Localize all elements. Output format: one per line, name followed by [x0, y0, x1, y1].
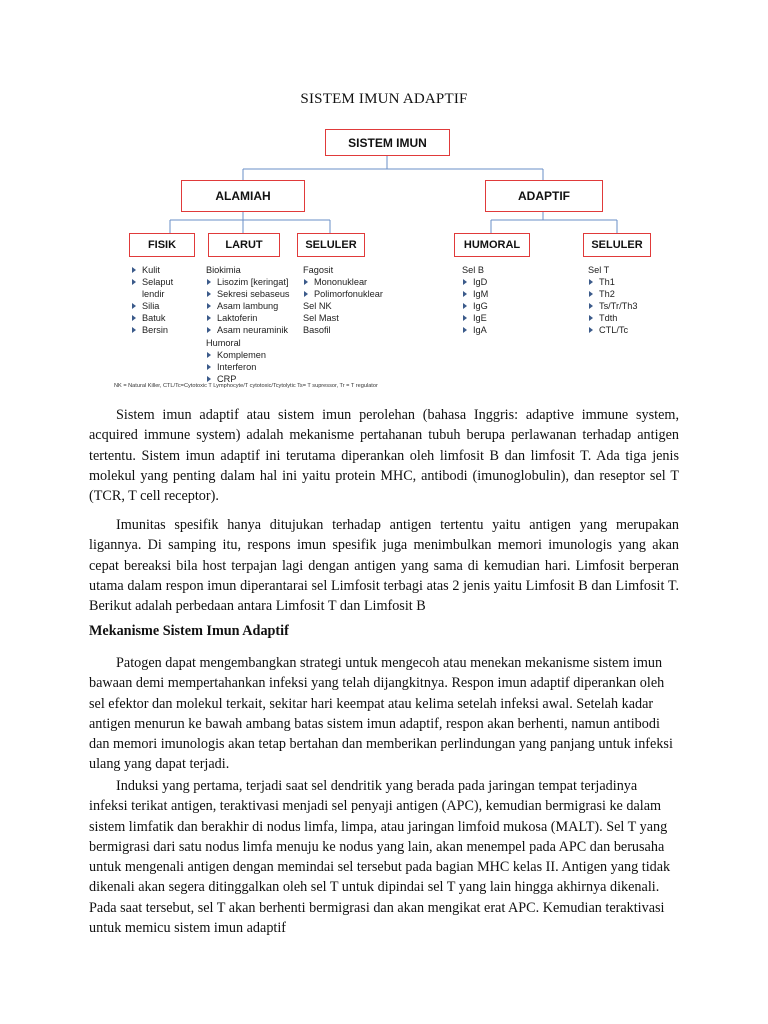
fisik-box: FISIK — [129, 233, 195, 257]
list-item: Kulit — [131, 264, 173, 276]
list-item: Polimorfonuklear — [303, 288, 383, 300]
list-item: CTL/Tc — [588, 324, 637, 336]
section-heading: Mekanisme Sistem Imun Adaptif — [89, 623, 289, 639]
list-item: Silia — [131, 300, 173, 312]
list-item: IgG — [462, 300, 488, 312]
list-heading: Sel NK — [303, 301, 332, 312]
paragraph-1: Sistem imun adaptif atau sistem imun perolehan (bahasa Inggris: adaptive immune system, acquired immune system) adalah mekanisme pertahanan tubuh berupa perlawanan terhadap antigen tertentu. Sistem imun adaptif ini terutama diperankan oleh limfosit B dan limfosit T. Ada tiga jenis molekul yang penting dalam hal ini yaitu protein MHC, antibodi (imunoglobulin), dan reseptor sel T (TCR, T cell receptor). — [89, 407, 679, 505]
list-item: IgE — [462, 312, 488, 324]
list-item: Laktoferin — [206, 312, 290, 324]
list-item: CRP — [206, 373, 290, 385]
list-item: Mononuklear — [303, 276, 383, 288]
seluler-adaptive-box: SELULER — [583, 233, 651, 257]
humoral-list — [462, 264, 488, 337]
adaptif-box: ADAPTIF — [485, 180, 603, 212]
paragraph-4: Induksi yang pertama, terjadi saat sel dendritik yang berada pada jaringan tempat terjadinya infeksi terikat antigen, teraktivasi menjadi sel penyaji antigen (APC), kemudian bermigrasi ke dalam sistem limfatik dan berakhir di nodus limfa, limpa, atau jaringan limfoid mukosa (MALT). Sel T yang bermigrasi dari satu nodus limfa menuju ke nodus yang lain, akan menempel pada APC dan berusaha untuk mengenali antigen dengan memindai sel tersebut pada bagian MHC kelas II. Antigen yang tidak dikenali akan segera ditinggalkan oleh sel T untuk dipindai sel T yang lain hingga akhirnya dikenali. Pada saat tersebut, sel T akan berhenti bermigrasi dan akan mengikat erat APC. Kemudian teraktivasi untuk memicu sistem imun adaptif — [89, 778, 671, 937]
root-box: SISTEM IMUN — [325, 129, 450, 156]
diagram-connectors — [0, 0, 768, 400]
list-heading: Humoral — [206, 337, 241, 348]
paragraph-3: Patogen dapat mengembangkan strategi untuk mengecoh atau menekan mekanisme sistem imun bawaan demi mempertahankan infeksi yang telah dijangkitnya. Respon imun adaptif diperankan oleh sel efektor dan molekul terkait, sekitar hari keempat atau kelima setelah infeksi awal. Setelah kadar antigen menurun ke bawah ambang batas sistem imun adaptif, respon akan berhenti, namun antibodi dan memori imunologis akan tetap bertahan dan memberikan perlindungan yang panjang untuk infeksi ulang yang dapat terjadi. — [89, 655, 673, 773]
list-item: Asam neuraminik — [206, 324, 290, 336]
humoral-box: HUMORAL — [454, 233, 530, 257]
list-item: Bersin — [131, 324, 173, 336]
alamiah-box: ALAMIAH — [181, 180, 305, 212]
list-item: Batuk — [131, 312, 173, 324]
list-item: Lisozim [keringat] — [206, 276, 290, 288]
seluler-innate-box: SELULER — [297, 233, 365, 257]
list-heading: Sel B — [462, 265, 484, 275]
list-heading: Sel Mast — [303, 313, 339, 324]
larut-box: LARUT — [208, 233, 280, 257]
immune-system-diagram — [0, 0, 768, 400]
list-item: Sekresi sebaseus — [206, 288, 290, 300]
seluler-adaptive-list — [588, 264, 637, 337]
list-item-continued: lendir — [142, 289, 165, 300]
list-heading: Fagosit — [303, 265, 334, 275]
seluler-innate-list — [303, 264, 383, 337]
list-item: IgD — [462, 276, 488, 288]
list-item: Th2 — [588, 288, 637, 300]
list-item: Asam lambung — [206, 300, 290, 312]
list-item: Komplemen — [206, 349, 290, 361]
list-heading: Biokimia — [206, 265, 241, 275]
larut-list — [206, 264, 290, 385]
list-item: Selaput — [131, 276, 173, 288]
list-item: Tdth — [588, 312, 637, 324]
list-heading: Sel T — [588, 265, 610, 275]
list-item: IgA — [462, 324, 488, 336]
list-item: Ts/Tr/Th3 — [588, 300, 637, 312]
list-heading: Basofil — [303, 325, 331, 336]
page-title: SISTEM IMUN ADAPTIF — [300, 91, 468, 107]
list-item: Interferon — [206, 361, 290, 373]
abbreviation-note: NK = Natural Killer, CTL/Tc=Cytotoxic T Lymphocyte/T cytotoxic/Tcytolytic Ts= T supressor, Tr = T regulator — [114, 383, 378, 389]
list-item: Th1 — [588, 276, 637, 288]
fisik-list — [131, 264, 173, 337]
paragraph-2: Imunitas spesifik hanya ditujukan terhadap antigen tertentu yaitu antigen yang merupakan ligannya. Di samping itu, respons imun spesifik juga menimbulkan memori imunologis yang akan cepat bereaksi bila host terpajan lagi dengan antigen yang sama di kemudian hari. Limfosit berperan utama dalam respon imun diperantarai sel Limfosit terbagi atas 2 jenis yaitu Limfosit B dan Limfosit T. Berikut adalah perbedaan antara Limfosit T dan Limfosit B — [89, 517, 679, 615]
list-item: IgM — [462, 288, 488, 300]
